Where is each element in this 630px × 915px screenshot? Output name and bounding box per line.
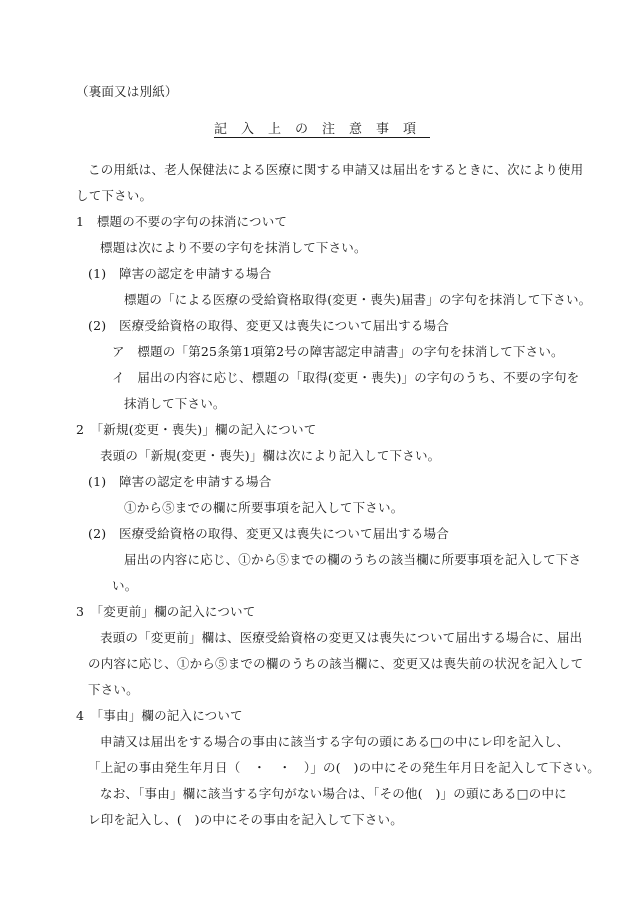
- section1-item1-label: (1) 障害の認定を申請する場合: [88, 266, 272, 281]
- section2-item2-label: (2) 医療受給資格の取得、変更又は喪失について届出する場合: [88, 526, 449, 541]
- section2-item1-label: (1) 障害の認定を申請する場合: [88, 474, 272, 489]
- header-note: （裏面又は別紙）: [76, 84, 178, 99]
- section2-item2-line-2: い。: [112, 578, 138, 593]
- section4-body-line-2: 「上記の事由発生年月日（ ・ ・ ）」の( )の中にその発生年月日を記入して下さい。: [88, 760, 600, 775]
- page-title: 記入上の注意事項: [213, 122, 430, 137]
- section4-body-line-1: 申請又は届出をする場合の事由に該当する字句の頭にある□の中にレ印を記入し、: [100, 734, 570, 749]
- intro-line-2: して下さい。: [76, 188, 153, 203]
- section1-item2-a: ア 標題の「第25条第1項第2号の障害認定申請書」の字句を抹消して下さい。: [112, 344, 564, 359]
- section1-item2-i-line-1: イ 届出の内容に応じ、標題の「取得(変更・喪失)」の字句のうち、不要の字句を: [112, 370, 580, 385]
- section4-body-line-3: なお、「事由」欄に該当する字句がない場合は、「その他( )」の頭にある□の中に: [100, 786, 567, 801]
- section3-body-line-1: 表頭の「変更前」欄は、医療受給資格の変更又は喪失について届出する場合に、届出: [100, 630, 583, 645]
- section1-item2-i-line-2: 抹消して下さい。: [124, 396, 226, 411]
- section1-body: 標題は次により不要の字句を抹消して下さい。: [100, 240, 367, 255]
- section2-body: 表頭の「新規(変更・喪失)」欄は次により記入して下さい。: [100, 448, 441, 463]
- section2-item1-text: ①から⑤までの欄に所要事項を記入して下さい。: [124, 500, 404, 515]
- section4-heading: 4 「事由」欄の記入について: [76, 708, 243, 723]
- section4-body-line-4: レ印を記入し、( )の中にその事由を記入して下さい。: [88, 812, 403, 827]
- section1-item2-label: (2) 医療受給資格の取得、変更又は喪失について届出する場合: [88, 318, 449, 333]
- section3-body-line-2: の内容に応じ、①から⑤までの欄のうちの該当欄に、変更又は喪失前の状況を記入して: [88, 656, 584, 671]
- intro-line-1: この用紙は、老人保健法による医療に関する申請又は届出をするときに、次により使用: [88, 162, 584, 177]
- section1-item1-text: 標題の「による医療の受給資格取得(変更・喪失)届書」の字句を抹消して下さい。: [124, 292, 592, 307]
- section2-item2-line-1: 届出の内容に応じ、①から⑤までの欄のうちの該当欄に所要事項を記入して下さ: [124, 552, 582, 567]
- section3-body-line-3: 下さい。: [88, 682, 139, 697]
- section2-heading: 2 「新規(変更・喪失)」欄の記入について: [76, 422, 317, 437]
- section1-heading: 1 標題の不要の字句の抹消について: [76, 214, 288, 229]
- section3-heading: 3 「変更前」欄の記入について: [76, 604, 256, 619]
